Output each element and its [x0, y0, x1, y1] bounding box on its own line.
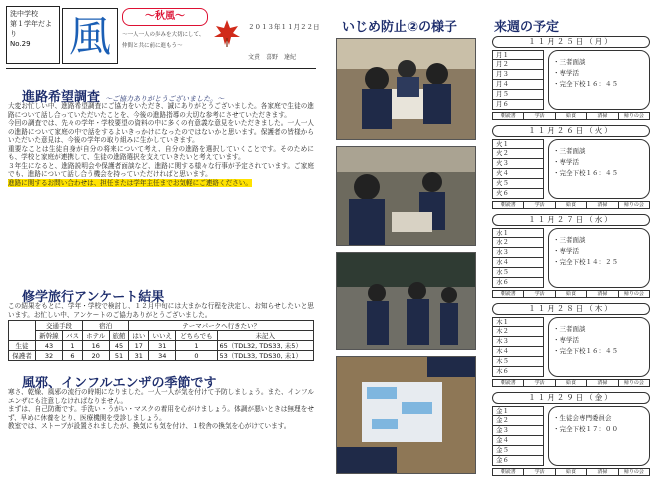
period-cell: 木２	[492, 327, 544, 337]
flu-paragraph: まずは、自己防衛です。手洗い・うがい・マスクの着用を心がけましょう。体調が悪いときは無理をせず、早めに休養をとり、医療機関を受診しましょう。	[8, 405, 314, 422]
school-info-box	[6, 6, 60, 64]
day-notes	[548, 406, 650, 466]
period-cell: 月４	[492, 80, 544, 90]
career-subheading: ～ご協力ありがとうございました。～	[105, 95, 225, 103]
column-header: 旅館	[109, 331, 129, 341]
daily-routine-row	[492, 112, 650, 120]
slogan-line: ～一人一人の歩みを大切にして、	[122, 32, 205, 38]
period-list	[492, 406, 544, 466]
photos-heading: いじめ防止②の様子	[342, 20, 458, 35]
note-line: ・三者面談	[553, 58, 586, 66]
daily-routine-row	[492, 468, 650, 476]
career-paragraph: 大変お忙しい中、進路希望調査にご協力をいただき、誠にありがとうございました。各家庭で生徒の進路について話し合っていただいたことを、今後の進路指導の大切な参考にさせていただきます。	[8, 102, 314, 119]
classroom-photo	[336, 38, 476, 140]
daily-routine-row	[492, 201, 650, 209]
daily-routine-row	[492, 290, 650, 298]
routine-cell: 学活	[524, 468, 555, 476]
note-line: ・専学活	[553, 69, 579, 77]
flu-body	[8, 388, 314, 431]
period-cell: 月２	[492, 60, 544, 70]
routine-cell: 清掃	[587, 201, 618, 209]
group-header: 交通手段	[36, 321, 83, 331]
day-header: １１月２９日（金）	[492, 392, 650, 404]
period-cell: 水３	[492, 248, 544, 258]
routine-cell: 帰りの会	[619, 468, 650, 476]
period-cell: 金５	[492, 446, 544, 456]
routine-cell: 朝読書	[492, 201, 524, 209]
period-cell: 水４	[492, 258, 544, 268]
period-cell: 月５	[492, 90, 544, 100]
period-cell: 火１	[492, 139, 544, 149]
career-body	[8, 102, 314, 187]
flu-heading: 風邪、インフルエンザの季節です	[22, 376, 217, 391]
routine-cell: 清掃	[587, 112, 618, 120]
career-paragraph: 重要なことは生徒自身が自分の将来について考え、自分の進路を選択していくことです。そのためにも、学校と家庭が連携して、生徒の進路選択を支えていきたいと考えています。	[8, 144, 314, 161]
period-cell: 水６	[492, 278, 544, 288]
note-line: ・完全下校１４：２５	[553, 258, 618, 266]
day-block	[492, 392, 650, 476]
period-cell: 月６	[492, 100, 544, 110]
period-cell: 木６	[492, 367, 544, 377]
column-header: バス	[63, 331, 83, 341]
day-block	[492, 214, 650, 298]
routine-cell: 清掃	[587, 468, 618, 476]
trip-intro: この結果をもとに、学年・学校で検討し、１２月中旬には大まかな行程を決定し、お知らせしたいと思います。お忙しい中、アンケートのご協力ありがとうございました。	[8, 302, 314, 319]
newsletter-title: 風	[62, 8, 118, 64]
daily-routine-row	[492, 379, 650, 387]
note-line: ・専学活	[553, 247, 579, 255]
routine-cell: 朝読書	[492, 112, 524, 120]
routine-cell: 学活	[524, 379, 555, 387]
note-line: ・三者面談	[553, 236, 586, 244]
period-cell: 金４	[492, 436, 544, 446]
autumn-ribbon: ～秋風～	[122, 8, 208, 26]
table-cell: 34	[149, 351, 176, 361]
slogan	[122, 30, 214, 52]
table-cell: 32	[36, 351, 63, 361]
career-paragraph: 今回の調査では、先々の学年・学校要望の資料の中に多くの有意義な意見をいただきました。一人一人の進路について家庭の中で話をするよいきっかけになったのではないかと思います。保護者の皆様からいただいた意見は、今後の学年の取り組みに生かしていきます。	[8, 119, 314, 144]
table-cell: 20	[82, 351, 109, 361]
routine-cell: 給食	[556, 201, 587, 209]
day-header: １１月２７日（水）	[492, 214, 650, 226]
routine-cell: 学活	[524, 201, 555, 209]
period-list	[492, 228, 544, 288]
career-paragraph	[8, 179, 314, 188]
routine-cell: 給食	[556, 379, 587, 387]
highlighted-text: 進路に関するお問い合わせは、担任または学年主任までお気軽にご連絡ください。	[8, 178, 252, 187]
table-cell: 43	[36, 341, 63, 351]
issue-number: No.29	[10, 40, 31, 48]
routine-cell: 学活	[524, 112, 555, 120]
day-header: １１月２５日（月）	[492, 36, 650, 48]
note-line: ・生徒会専門委員会	[553, 414, 612, 422]
period-cell: 木１	[492, 317, 544, 327]
period-list	[492, 50, 544, 110]
school-name: 洗中学校	[10, 10, 38, 18]
row-label: 保護者	[9, 351, 36, 361]
table-cell: 0	[176, 351, 217, 361]
period-cell: 金３	[492, 426, 544, 436]
period-list	[492, 139, 544, 199]
routine-cell: 清掃	[587, 379, 618, 387]
routine-cell: 清掃	[587, 290, 618, 298]
table-cell: 6	[63, 351, 83, 361]
period-cell: 火４	[492, 169, 544, 179]
table-row	[9, 351, 314, 361]
period-cell: 金２	[492, 416, 544, 426]
day-header: １１月２６日（火）	[492, 125, 650, 137]
trip-survey-table	[8, 320, 314, 361]
flu-paragraph: 寒さ、乾燥、風邪の流行の時期になりました。一人一人が気を付けて予防しましょう。また、インフルエンザにも注意しなければなりません。	[8, 388, 314, 405]
author: 文責 喜野 達紀	[248, 54, 297, 61]
career-heading: 進路希望調査	[22, 90, 101, 105]
column-header: いいえ	[149, 331, 176, 341]
table-cell: 31	[129, 351, 149, 361]
header-divider	[6, 68, 316, 69]
table-cell: 1	[63, 341, 83, 351]
classroom-photo	[336, 356, 476, 474]
column-header: どちらでも	[176, 331, 217, 341]
routine-cell: 給食	[556, 112, 587, 120]
period-cell: 金６	[492, 456, 544, 466]
table-cell: 53（TDL33, TDS30, 未1）	[217, 351, 313, 361]
day-notes	[548, 50, 650, 110]
table-cell: 17	[129, 341, 149, 351]
period-cell: 月１	[492, 50, 544, 60]
table-cell: 65（TDL32, TDS33, 未5）	[217, 341, 313, 351]
period-cell: 水２	[492, 238, 544, 248]
classroom-photo	[336, 146, 476, 246]
trip-heading: 修学旅行アンケート結果	[22, 290, 165, 305]
table-cell: 1	[176, 341, 217, 351]
day-block	[492, 125, 650, 209]
group-header: 宿泊	[82, 321, 129, 331]
routine-cell: 帰りの会	[619, 290, 650, 298]
note-line: ・完全下校１６：４５	[553, 169, 618, 177]
column-header: 新幹線	[36, 331, 63, 341]
routine-cell: 学活	[524, 290, 555, 298]
row-label: 生徒	[9, 341, 36, 351]
maple-leaf-icon	[212, 18, 242, 48]
column-header: はい	[129, 331, 149, 341]
routine-cell: 朝読書	[492, 290, 524, 298]
day-notes	[548, 228, 650, 288]
routine-cell: 帰りの会	[619, 201, 650, 209]
routine-cell: 給食	[556, 290, 587, 298]
note-line: ・完全下校１７：００	[553, 425, 618, 433]
table-cell: 51	[109, 351, 129, 361]
day-notes	[548, 317, 650, 377]
career-paragraph: ３年生になると、進路説明会や保護者面談など、進路に関する様々な行事が予定されています。ご家庭でも、進路について話し合う機会を持っていただければと思います。	[8, 161, 314, 178]
period-cell: 木４	[492, 347, 544, 357]
day-header: １１月２８日（木）	[492, 303, 650, 315]
note-line: ・完全下校１６：４５	[553, 80, 618, 88]
issue-date: ２０１３年１１月２２日	[248, 23, 320, 31]
schedule-heading: 来週の予定	[494, 20, 560, 35]
period-cell: 火３	[492, 159, 544, 169]
period-cell: 水１	[492, 228, 544, 238]
note-line: ・専学活	[553, 336, 579, 344]
period-cell: 火６	[492, 189, 544, 199]
note-line: ・三者面談	[553, 147, 586, 155]
routine-cell: 朝読書	[492, 379, 524, 387]
routine-cell: 帰りの会	[619, 379, 650, 387]
column-header: 未記入	[217, 331, 313, 341]
classroom-photo	[336, 252, 476, 350]
column-header: ホテル	[82, 331, 109, 341]
group-header: テーマパークへ行きたい？	[129, 321, 314, 331]
period-cell: 木３	[492, 337, 544, 347]
routine-cell: 給食	[556, 468, 587, 476]
newsletter-name: 第１学年だより	[10, 20, 52, 38]
table-cell: 31	[149, 341, 176, 351]
period-list	[492, 317, 544, 377]
day-notes	[548, 139, 650, 199]
period-cell: 金１	[492, 406, 544, 416]
note-line: ・専学活	[553, 158, 579, 166]
table-row	[9, 341, 314, 351]
period-cell: 火２	[492, 149, 544, 159]
period-cell: 火５	[492, 179, 544, 189]
table-corner	[9, 321, 36, 341]
day-block	[492, 36, 650, 120]
note-line: ・完全下校１６：４５	[553, 347, 618, 355]
slogan-line: 仲間と共に前に進もう～	[122, 43, 183, 49]
note-line: ・三者面談	[553, 325, 586, 333]
routine-cell: 帰りの会	[619, 112, 650, 120]
period-cell: 木５	[492, 357, 544, 367]
flu-paragraph: 教室では、ストーブが設置されましたが、換気にも気を付け、１校舎の換気を心がけています。	[8, 422, 291, 430]
table-cell: 45	[109, 341, 129, 351]
table-cell: 16	[82, 341, 109, 351]
routine-cell: 朝読書	[492, 468, 524, 476]
period-cell: 月３	[492, 70, 544, 80]
day-block	[492, 303, 650, 387]
period-cell: 水５	[492, 268, 544, 278]
